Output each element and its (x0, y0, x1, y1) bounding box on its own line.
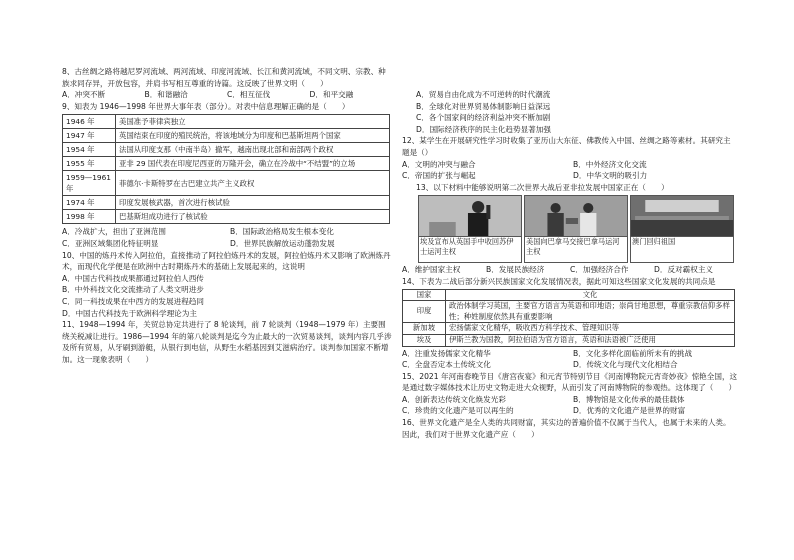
table-row (403, 334, 735, 346)
question-14-options (402, 348, 738, 371)
option-c[interactable]: C．各个国家间的经济利益冲突不断加剧 (416, 113, 551, 123)
culture-table (402, 289, 735, 347)
option-a[interactable]: A．创新表达传统文化焕发光彩 (402, 394, 506, 404)
option-b[interactable]: B．国际政治格局发生根本变化 (230, 227, 334, 237)
question-13-stem: 13、以下材料中能够说明第二次世界大战后亚非拉发展中国家正在（ ） (416, 182, 669, 192)
question-10-options (62, 273, 392, 319)
event-cell: 亚非 29 国代表在印度尼西亚的万隆开会，确立在冷战中“不结盟”的立场 (116, 157, 390, 171)
option-b[interactable]: B．文化多样化面临前所未有的挑战 (573, 348, 693, 358)
year-cell: 1959—1961 年 (63, 171, 116, 196)
question-10 (62, 250, 392, 320)
option-a[interactable]: A．冲突不断 (62, 90, 106, 100)
year-cell: 1974 年 (63, 196, 116, 210)
year-cell: 1998 年 (63, 210, 116, 224)
country-cell: 印度 (403, 301, 446, 323)
country-cell: 埃及 (403, 334, 446, 346)
events-table (62, 114, 390, 224)
option-c[interactable]: C．亚洲区域集团化特征明显 (62, 238, 159, 248)
option-d[interactable]: D．中国古代科技先于欧洲科学理论为主 (62, 308, 197, 318)
question-8-stem: 8、古丝绸之路将越尼罗河流域、两河流域、印度河流域、长江和黄河流域，不同文明、宗教、种族求同存异，开放包容，并肩书写相互尊重的诗篇。这反映了世界文明（ ） (62, 67, 386, 88)
option-c[interactable]: C．全盘否定本土传统文化 (402, 360, 491, 370)
option-a[interactable]: A．中国古代科技成果都通过阿拉伯人西传 (62, 273, 204, 283)
option-d[interactable]: D．世界民族解放运动蓬勃发展 (230, 238, 335, 248)
option-d[interactable]: D．传统文化与现代文化相结合 (573, 360, 678, 370)
table-row (403, 301, 735, 323)
option-a[interactable]: A．文明的冲突与融合 (402, 159, 476, 169)
table-row (63, 115, 390, 129)
photo-panama-canal-image (525, 196, 627, 236)
option-b[interactable]: B．中外经济文化交流 (573, 159, 647, 169)
event-cell: 英国结束在印度的殖民统治，将该地域分为印度和巴基斯坦两个国家 (116, 129, 390, 143)
option-a[interactable]: A．维护国家主权 (402, 265, 461, 275)
year-cell: 1954 年 (63, 143, 116, 157)
option-d[interactable]: D．反对霸权主义 (654, 265, 714, 275)
question-11 (62, 319, 392, 364)
question-15-options (402, 394, 738, 417)
option-a[interactable]: A．贸易自由化成为不可逆转的时代潮流 (416, 90, 551, 99)
table-header-row (403, 289, 735, 301)
option-b[interactable]: B．中外科技文化交流推动了人类文明进步 (62, 285, 204, 295)
question-8 (62, 66, 392, 101)
question-15 (402, 371, 738, 417)
culture-cell: 宏扬儒家文化精华，吸收西方科学技术、管理知识等 (446, 323, 735, 335)
header-culture: 文化 (446, 289, 735, 301)
right-column (402, 66, 738, 440)
table-row (63, 157, 390, 171)
photo-panama-canal (524, 195, 628, 263)
photo-suez-canal-image (419, 196, 521, 236)
photo-suez-canal-caption: 埃及宣布从英国手中收回苏伊士运河主权 (419, 236, 521, 257)
country-cell: 新加坡 (403, 323, 446, 335)
question-11-options (402, 89, 738, 135)
question-16-stem: 16、世界文化遗产是全人类的共同财富，其实边的普遍价值不仅属于当代人，也属于未来的人类。因此，我们对于世界文化遗产应（ ） (402, 418, 731, 439)
option-c[interactable]: C．加强经济合作 (570, 265, 629, 275)
photo-macau-return-caption: 澳门回归祖国 (631, 236, 733, 247)
option-d[interactable]: D．和平交融 (309, 90, 354, 100)
table-row (403, 323, 735, 335)
event-cell: 印度发展核武器，首次进行核试验 (116, 196, 390, 210)
option-c[interactable]: C．同一科技成果在中西方的发展进程趋同 (62, 296, 204, 306)
question-13 (402, 182, 738, 276)
question-9 (62, 101, 392, 250)
option-c[interactable]: C．珍贵的文化遗产是可以再生的 (402, 406, 514, 416)
option-c[interactable]: C．相互征伐 (227, 90, 271, 100)
table-row (63, 210, 390, 224)
photo-row (418, 195, 734, 263)
question-9-stem: 9、知表为 1946—1998 年世界大事年表（部分）。对表中信息理解正确的是（ ） (62, 101, 350, 111)
option-d[interactable]: D．国际经济秩序的民主化趋势显著加强 (416, 124, 551, 134)
table-row (63, 143, 390, 157)
header-country: 国家 (403, 289, 446, 301)
option-b[interactable]: B．发展民族经济 (486, 265, 545, 275)
culture-cell: 政治体制学习英国，主要官方语言为英语和印地语；崇尚甘地思想，尊重宗教信仰多样性；种姓制度依然具有重要影响 (446, 301, 735, 323)
question-13-options (402, 264, 738, 276)
event-cell: 巴基斯坦成功进行了核试验 (116, 210, 390, 224)
table-row (63, 129, 390, 143)
option-c[interactable]: C．帝国的扩张与崛起 (402, 171, 476, 181)
option-d[interactable]: D．优秀的文化遗产是世界的财富 (573, 406, 686, 416)
question-11-stem: 11、1948—1994 年，关贸总协定共进行了 8 轮谈判，前 7 轮谈判（1948—1979 年）主要围绕关税减让进行。1986—1994 年的第八轮谈判是迄今为止最大的一次贸易谈判，谈判内容几乎涉及所有贸易，从牙刷到游艇，从银行到电信，从野生水稻基因到艾滋病治疗。谈判参加国家不断增加。这一现象表明（ ） (62, 320, 392, 364)
photo-suez-canal (418, 195, 522, 263)
event-cell: 菲德尔·卡斯特罗在古巴建立共产主义政权 (116, 171, 390, 196)
event-cell: 美国准予菲律宾独立 (116, 115, 390, 129)
photo-macau-return-image (631, 196, 733, 236)
event-cell: 法国从印度支那（中南半岛）撤军，越南出现北部和南部两个政权 (116, 143, 390, 157)
option-d[interactable]: D．中华文明的吸引力 (573, 171, 648, 181)
year-cell: 1955 年 (63, 157, 116, 171)
option-b[interactable]: B．和谐融洽 (144, 90, 188, 100)
photo-macau-return (630, 195, 734, 263)
question-16 (402, 417, 738, 440)
culture-cell: 伊斯兰教为国教，阿拉伯语为官方语言，英语和法语被广泛使用 (446, 334, 735, 346)
question-11-continued (402, 89, 738, 135)
question-14 (402, 276, 738, 371)
option-b[interactable]: B．全球化对世界贸易体制影响日益深远 (416, 101, 551, 111)
option-a[interactable]: A．注重发扬儒家文化精华 (402, 348, 491, 358)
question-8-options (62, 89, 392, 101)
question-10-stem: 10、中国的炼丹术传入阿拉伯，直接推动了阿拉伯炼丹术的发展，阿拉伯炼丹术又影响了欧洲炼丹术，而现代化学便是在欧洲中古时期炼丹术的基础上发展起来的，这说明 (62, 250, 391, 272)
option-b[interactable]: B．博物馆是文化传承的最佳载体 (573, 394, 685, 404)
question-12 (402, 135, 738, 181)
question-15-stem: 15、2021 年河南春晚节目《唐宫夜宴》和元宵节特别节目《河南博物院元宵奇妙夜》惊艳全国，这是通过数字媒体技术让历史文物走进大众视野，从而引发了河南博物院的参观热。这体现了（ ） (402, 371, 738, 393)
option-a[interactable]: A．冷战扩大，担出了亚洲范围 (62, 227, 166, 237)
question-14-stem: 14、下表为二战后部分新兴民族国家文化发展情况表，据此可知这些国家文化发展的共同点是 (402, 276, 716, 286)
question-12-options (402, 159, 738, 182)
year-cell: 1946 年 (63, 115, 116, 129)
photo-panama-canal-caption: 美国向巴拿马交接巴拿马运河主权 (525, 236, 627, 257)
year-cell: 1947 年 (63, 129, 116, 143)
question-12-stem: 12、某学生在开展研究性学习时收集了亚历山大东征、佛教传入中国、丝绸之路等素材。其研究主题是（） (402, 136, 731, 157)
table-row (63, 196, 390, 210)
question-9-options (62, 226, 392, 249)
table-row (63, 171, 390, 196)
left-column (62, 66, 392, 364)
